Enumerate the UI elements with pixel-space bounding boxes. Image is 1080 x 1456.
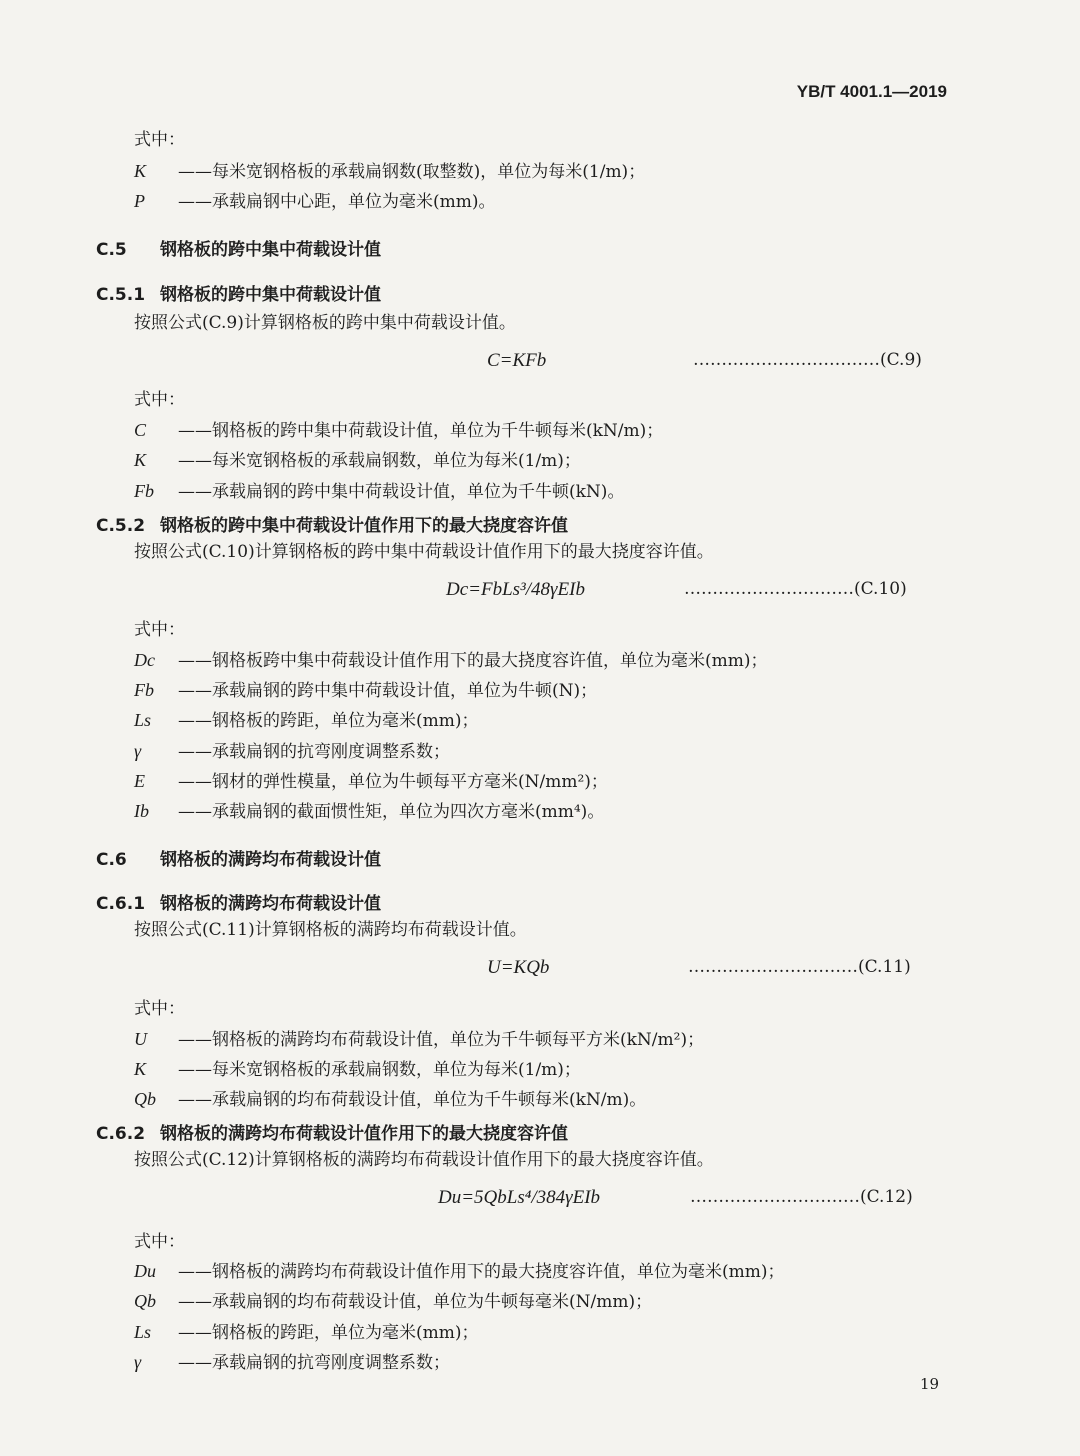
definition-line — [134, 679, 597, 702]
definition-symbol: C — [134, 420, 147, 440]
definition-symbol: Fb — [134, 481, 154, 501]
definition-symbol: γ — [134, 1352, 142, 1372]
definition-line — [134, 770, 608, 793]
definition-line — [134, 480, 624, 503]
formula-c10: Dc=FbLs³/48γEIb — [446, 579, 585, 600]
section-title: 钢格板的跨中集中荷载设计值 — [160, 240, 381, 260]
definition-symbol: U — [134, 1029, 147, 1049]
formula-intro: 按照公式(C.10)计算钢格板的跨中集中荷载设计值作用下的最大挠度容许值。 — [134, 542, 714, 562]
definition-symbol: K — [134, 1059, 147, 1079]
section-number: C.5 — [96, 240, 127, 260]
where-label: 式中： — [134, 999, 185, 1019]
definition-line — [134, 1321, 479, 1344]
definition-line — [134, 1260, 785, 1283]
definition-line — [134, 740, 450, 763]
section-heading-c51 — [96, 280, 381, 305]
definition-line — [134, 649, 768, 672]
definition-symbol: Ls — [134, 1322, 152, 1342]
definition-line — [134, 419, 663, 442]
definition-text: ——钢格板的满跨均布荷载设计值，单位为千牛顿每平方米(kN/m²)； — [178, 1030, 705, 1050]
section-heading-c6 — [96, 845, 381, 870]
equation-number-c12: …………………………(C.12) — [690, 1187, 913, 1207]
equation-number-c9: ……………………………(C.9) — [693, 350, 922, 370]
definition-text: ——承载扁钢的均布荷载设计值，单位为千牛顿每米(kN/m)。 — [178, 1090, 647, 1110]
formula-c12: Du=5QbLs⁴/384γEIb — [438, 1187, 601, 1208]
section-title: 钢格板的满跨均布荷载设计值作用下的最大挠度容许值 — [160, 1124, 568, 1144]
formula-intro: 按照公式(C.9)计算钢格板的跨中集中荷载设计值。 — [134, 313, 516, 333]
definition-symbol: Dc — [134, 650, 155, 670]
definition-text: ——承载扁钢的截面惯性矩，单位为四次方毫米(mm⁴)。 — [178, 802, 605, 822]
definition-line — [134, 1290, 652, 1313]
section-heading-c52 — [96, 511, 568, 536]
definition-line — [134, 190, 496, 213]
definition-line — [134, 1351, 450, 1374]
definition-symbol: K — [134, 450, 147, 470]
definition-symbol: γ — [134, 741, 142, 761]
definition-text: ——钢格板的跨距，单位为毫米(mm)； — [178, 711, 479, 731]
definition-text: ——承载扁钢中心距，单位为毫米(mm)。 — [178, 192, 496, 212]
definition-symbol: Ib — [134, 801, 149, 821]
definition-text: ——承载扁钢的跨中集中荷载设计值，单位为千牛顿(kN)。 — [178, 482, 625, 502]
page-number: 19 — [920, 1375, 940, 1393]
definition-text: ——钢格板的满跨均布荷载设计值作用下的最大挠度容许值，单位为毫米(mm)； — [178, 1262, 785, 1282]
where-label: 式中： — [134, 390, 185, 410]
definition-line — [134, 800, 604, 823]
definition-text: ——每米宽钢格板的承载扁钢数，单位为每米(1/m)； — [178, 451, 581, 471]
definition-text: ——承载扁钢的均布荷载设计值，单位为牛顿每毫米(N/mm)； — [178, 1292, 653, 1312]
where-label: 式中： — [134, 620, 185, 640]
definition-symbol: Fb — [134, 680, 154, 700]
formula-c9: C=KFb — [487, 350, 547, 371]
section-number: C.5.1 — [96, 285, 146, 305]
standard-code: YB/T 4001.1—2019 — [796, 82, 947, 101]
definition-line — [134, 1088, 646, 1111]
definition-text: ——钢格板的跨中集中荷载设计值，单位为千牛顿每米(kN/m)； — [178, 421, 664, 441]
definition-text: ——每米宽钢格板的承载扁钢数(取整数)，单位为每米(1/m)； — [178, 162, 646, 182]
definition-text: ——承载扁钢的跨中集中荷载设计值，单位为牛顿(N)； — [178, 681, 598, 701]
definition-symbol: Qb — [134, 1291, 156, 1311]
definition-symbol: Qb — [134, 1089, 156, 1109]
definition-symbol: K — [134, 161, 147, 181]
definition-text: ——钢格板跨中集中荷载设计值作用下的最大挠度容许值，单位为毫米(mm)； — [178, 651, 768, 671]
section-number: C.6.2 — [96, 1124, 146, 1144]
definition-symbol: E — [134, 771, 145, 791]
section-heading-c5 — [96, 235, 381, 260]
equation-number-c10: …………………………(C.10) — [684, 579, 907, 599]
section-number: C.5.2 — [96, 516, 146, 536]
where-label: 式中： — [134, 1232, 185, 1252]
definition-line — [134, 1058, 581, 1081]
section-number: C.6 — [96, 850, 127, 870]
definition-symbol: P — [134, 191, 145, 211]
section-number: C.6.1 — [96, 894, 146, 914]
section-title: 钢格板的跨中集中荷载设计值作用下的最大挠度容许值 — [160, 516, 568, 536]
definition-text: ——承载扁钢的抗弯刚度调整系数； — [178, 742, 450, 762]
definition-text: ——承载扁钢的抗弯刚度调整系数； — [178, 1353, 450, 1373]
definition-line — [134, 449, 581, 472]
formula-intro: 按照公式(C.12)计算钢格板的满跨均布荷载设计值作用下的最大挠度容许值。 — [134, 1150, 714, 1170]
section-title: 钢格板的满跨均布荷载设计值 — [160, 850, 381, 870]
section-heading-c61 — [96, 889, 381, 914]
section-title: 钢格板的跨中集中荷载设计值 — [160, 285, 381, 305]
definition-symbol: Du — [134, 1261, 156, 1281]
equation-number-c11: …………………………(C.11) — [688, 957, 911, 977]
definition-text: ——钢材的弹性模量，单位为牛顿每平方毫米(N/mm²)； — [178, 772, 608, 792]
section-title: 钢格板的满跨均布荷载设计值 — [160, 894, 381, 914]
definition-text: ——钢格板的跨距，单位为毫米(mm)； — [178, 1323, 479, 1343]
definition-symbol: Ls — [134, 710, 152, 730]
definition-line — [134, 1028, 704, 1051]
where-label: 式中： — [134, 130, 185, 150]
section-heading-c62 — [96, 1119, 568, 1144]
definition-line — [134, 160, 645, 183]
definition-text: ——每米宽钢格板的承载扁钢数，单位为每米(1/m)； — [178, 1060, 581, 1080]
definition-line — [134, 709, 479, 732]
formula-c11: U=KQb — [487, 957, 550, 978]
formula-intro: 按照公式(C.11)计算钢格板的满跨均布荷载设计值。 — [134, 920, 527, 940]
